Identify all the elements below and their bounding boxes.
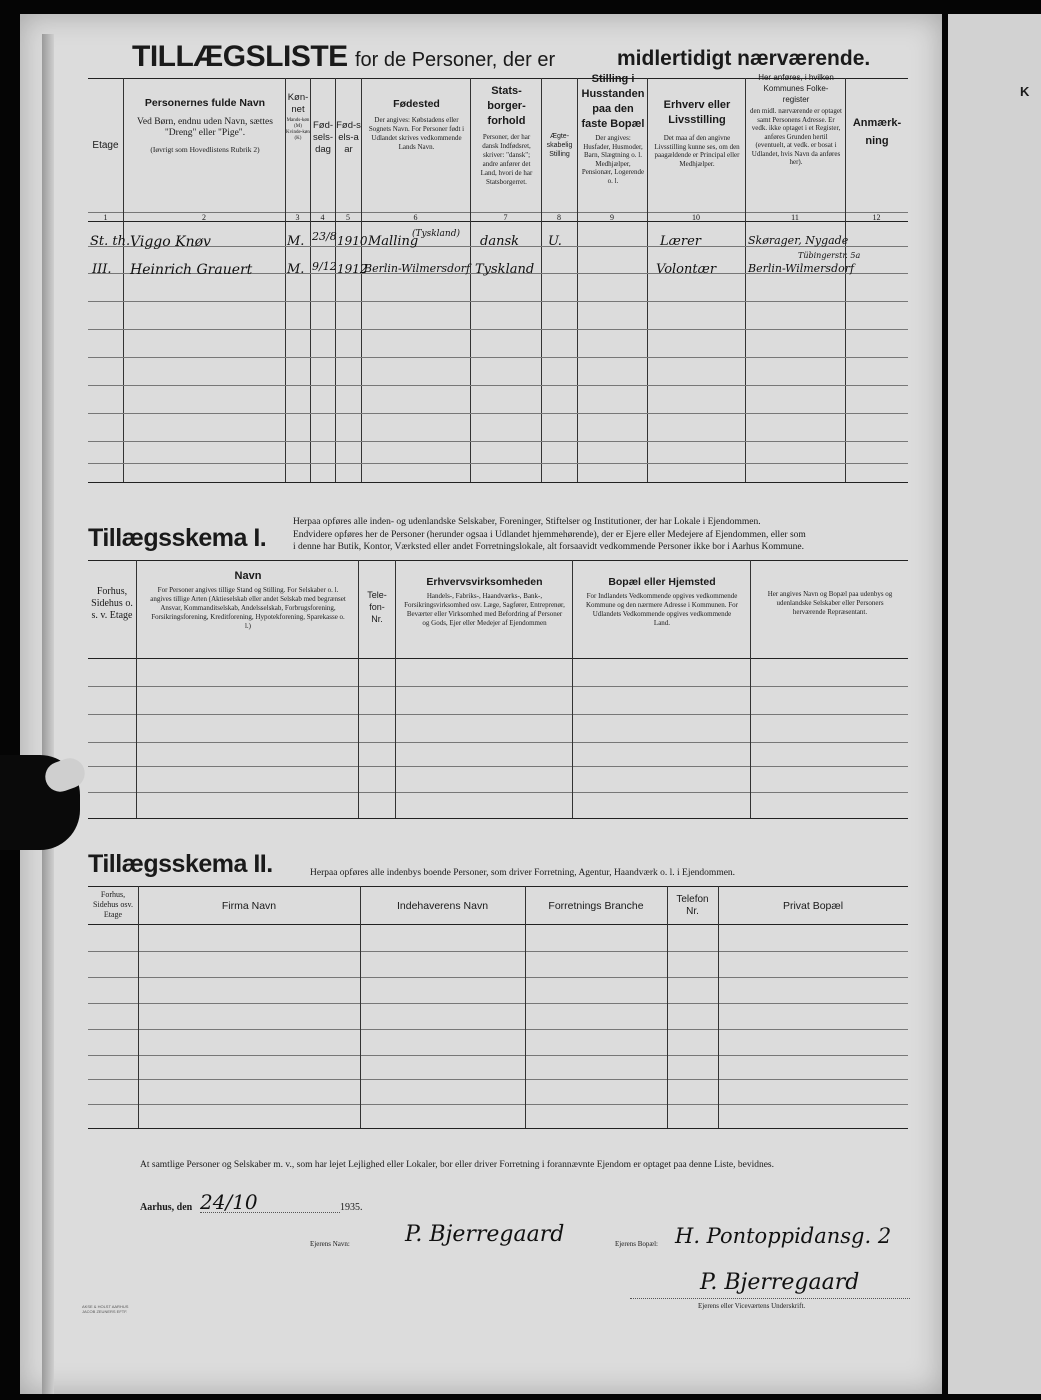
t1-row-rule [88,357,908,358]
skema2-top-rule [88,886,908,887]
t1-col7-desc: Personer, der har dansk Indfødsret, skriver: "dansk"; andre anfører det Land, hvori de har Statsborgerret. [480,133,533,186]
t1-col4-title: Fød-sels-dag [312,120,334,155]
t1-col7-title: Stats-borger-forhold [487,85,526,127]
t1-vline [745,78,746,482]
footer-year: 1935. [340,1202,363,1213]
s2-row-rule [88,1055,908,1056]
s2-vline [718,886,719,1128]
s1-col-etage: Forhus, Sidehus o. s. v. Etage [91,586,133,621]
skema2-intro: Herpaa opføres alle indenbys boende Personer, som driver Forretning, Agentur, Haandværk o. l. i Ejendommen. [310,868,736,878]
s1-col-bopael-desc: For Indlandets Vedkommende opgives vedkommende Kommune og den nærmere Adresse i Kommunen. For Udlandets Vedkommende opgives vedkommende Land. [585,592,739,627]
s1-col-navn-desc: For Personer angives tillige Stand og Stilling. For Selskaber o. l. angives tillige Arten (Aktieselskab eller andet Selskab med begrænset Ansvar, Kommanditselskab, Andelsselskab, Forbrugsforening, Forsikringsforening, Kreditforening, Hypotekforening, Sparekasse o. l.) [150,586,346,630]
s1-col-repr: Her angives Navn og Bopæl paa udenbys og udenlandske Selskaber eller Personers herværende Repræsentant. [767,590,893,616]
s1-vline [750,560,751,818]
t1-colnum: 4 [320,213,325,222]
t1-col3-title: Køn-net [287,92,309,115]
s1-col-erhverv-title: Erhvervsvirksomheden [426,576,543,588]
s2-col-firma: Firma Navn [221,900,277,912]
owner-address: H. Pontoppidansg. 2 [675,1224,892,1248]
t1-col2-note: (Iøvrigt som Hovedlistens Rubrik 2) [150,145,260,154]
row1-place-note: (Tyskland) [412,229,460,239]
s1-vline [136,560,137,818]
t1-col10-desc: Det maa af den angivne Livsstilling kunne ses, om den paagældende er Principal eller Medhjælper. [654,134,740,168]
s1-row-rule [88,742,908,743]
s2-vline [360,886,361,1128]
title-end: midlertidigt nærværende. [617,47,871,70]
t1-col6-title: Fødested [393,98,440,110]
t1-col6-header [363,98,470,152]
t1-col9-header [579,72,647,185]
t1-vline [470,78,471,482]
skema1-header-rule [88,658,908,659]
t1-col9-desc: Der angives: Husfader, Husmoder, Barn, Slægtning o. l. Medhjælper, Pensionær, Logerende o. l. [581,134,645,185]
s2-vline [525,886,526,1128]
t1-col11-header [747,72,845,167]
t1-col3-header [286,92,310,142]
s2-col-branche: Forretnings Branche [548,900,644,912]
t1-col12-title: Anmærk-ning [852,117,902,147]
skema1-intro-line: Endvidere opføres her de Personer (herunder ogsaa i Udlandet hjemmehørende), der er Ejere eller Medejere af Ejendommen, eller som [293,529,806,540]
t1-colnum: 2 [202,213,206,222]
t1-vline [647,78,648,482]
t1-col8-title: Ægte-skabelig Stilling [546,133,573,158]
t1-colnum: 11 [791,213,799,222]
footer-date: 24/10 [200,1190,258,1214]
t1-row-rule [88,301,908,302]
row1-year: 1910 [337,234,368,248]
s2-row-rule [88,1079,908,1080]
s1-col-navn [138,570,358,631]
s1-row-rule [88,714,908,715]
row2-register-note: Tübingerstr. 5a [798,251,861,260]
title-main: TILLÆGSLISTE [132,40,348,73]
book-binding [42,34,54,1394]
skema1-title: Tillægsskema I. [88,524,267,552]
row2-place: Berlin-Wilmersdorf [364,262,471,275]
signature-label: Ejerens eller Viceværtens Underskrift. [698,1302,806,1310]
row2-sex: M. [287,262,305,277]
t1-row-rule [88,385,908,386]
s1-vline [395,560,396,818]
row2-register: Berlin-Wilmersdorf [748,262,855,275]
t1-col1-title: Etage [92,140,119,151]
skema1-intro-line: i denne har Butik, Kontor, Værksted eller andet Forretningslokale, alt forsaavidt vedkommende Personer ikke bor i Aarhus Kommune. [293,542,805,552]
s2-col-etage: Forhus, Sidehus osv. Etage [93,890,133,919]
s1-col-navn-title: Navn [234,570,262,582]
t1-col2-header [125,89,285,154]
s1-row-rule [88,792,908,793]
s2-row-rule [88,1029,908,1030]
s2-col-indehaver: Indehaverens Navn [396,900,489,912]
row1-name: Viggo Knøv [130,234,211,250]
date-line [200,1212,340,1213]
row2-etage: III. [92,262,112,277]
s2-row-rule [88,1003,908,1004]
t1-vline [361,78,362,482]
t1-row-rule [88,329,908,330]
footer-declaration: At samtlige Personer og Selskaber m. v., som har lejet Lejlighed eller Lokaler, bor eller driver Forretning i forannævnte Ejendom er optaget paa denne Liste, bevidnes. [140,1160,774,1170]
skema1-intro-line: Herpaa opføres alle inden- og udenlandske Selskaber, Foreninger, Stiftelser og Institutioner, der har Lokale i Ejendommen. [293,517,761,527]
title-middle: for de Personer, der er [355,49,556,71]
row1-marital: U. [548,234,562,249]
footer-place-label: Aarhus, den [140,1202,193,1213]
skema2-title: Tillægsskema II. [88,850,273,878]
t1-col2-title: Personernes fulde Navn [144,97,266,109]
form-page [20,14,942,1394]
owner-address-label: Ejerens Bopæl: [615,1240,658,1248]
row2-citizen: Tyskland [475,262,535,277]
row2-year: 1912 [337,262,368,276]
t1-colnum: 12 [872,213,881,222]
skema2-header-rule [88,924,908,925]
row2-name: Heinrich Grauert [130,262,253,278]
s2-row-rule [88,951,908,952]
row1-place: Malling [368,234,419,249]
s1-row-rule [88,766,908,767]
owner-name: P. Bjerregaard [405,1222,565,1247]
facing-page-letter: K [1020,84,1030,99]
t1-col7-header [472,84,541,187]
t1-row-rule [88,413,908,414]
t1-colnum: 5 [346,213,350,222]
s1-vline [572,560,573,818]
t1-row-rule [88,463,908,464]
t1-col11-title: Her anføres, i hvilken Kommunes Folke-register [758,73,834,104]
printer-mark: AKSE & HOLST AARHUS JACOB ZEUNERS EFTF. [82,1304,129,1314]
skema1-bottom-rule [88,818,908,819]
t1-col2-desc: Ved Børn, endnu uden Navn, sættes "Dreng" eller "Pige". [137,117,273,138]
owner-name-label: Ejerens Navn: [310,1240,350,1248]
s1-row-rule [88,686,908,687]
t1-col10-title: Erhverv eller Livsstilling [663,99,731,126]
signature-line [630,1298,910,1299]
t1-colnum: 8 [557,213,561,222]
s1-col-erhverv-desc: Handels-, Fabriks-, Haandværks-, Bank-, Forsikringsvirksomhed osv. Læge, Sagfører, Entreprenør, Beværter eller Virksomhed med Befordring af Personer og Gods, Ejer eller Medejer af Ejendommen [404,592,565,627]
t1-col5-title: Fød-sels-aar [336,120,361,155]
t1-col6-desc: Der angives: Købstadens eller Sognets Navn. For Personer født i Udlandet skrives vedkommende Lands Navn. [368,116,465,151]
row1-occupation: Lærer [660,234,701,249]
row1-register: Skørager, Nygade [748,234,849,247]
s1-col-bopael [574,576,750,628]
row1-etage: St. th. [90,234,131,249]
row1-sex: M. [287,234,305,249]
t1-col9-title: Stilling i Husstanden paa den faste Bopæl [581,73,645,130]
t1-vline [577,78,578,482]
s2-vline [667,886,668,1128]
row1-citizen: dansk [480,234,519,249]
skema1-intro [293,516,913,554]
s1-col-erhverv [397,576,572,628]
s2-vline [138,886,139,1128]
s1-col-tlf: Tele-fon-Nr. [367,590,387,624]
row2-occupation: Volontær [656,262,717,277]
row1-day: 23/8 [312,230,337,243]
t1-colnum: 10 [692,213,700,222]
t1-colnum: 3 [295,213,300,222]
t1-vline [123,78,124,482]
t1-col3-desc: Mands-køn (M) Kvinde-køn (K) [286,118,310,141]
t1-col11-desc: den midl. nærværende er optaget samt Personens Adresse. Er vedk. ikke optaget i et Register, anføres Grunden hertil (eventuelt, at vedk. er bosat i Udlandet, hvis Navn da anføres her). [750,107,842,166]
table1-bottom-rule [88,482,908,483]
s2-col-bopael: Privat Bopæl [782,900,844,912]
skema1-top-rule [88,560,908,561]
skema2-bottom-rule [88,1128,908,1129]
s1-col-bopael-title: Bopæl eller Hjemsted [608,576,716,588]
facing-page [948,14,1041,1394]
t1-colnum: 9 [610,213,614,222]
t1-row-rule [88,441,908,442]
t1-colnum: 6 [413,213,418,222]
t1-colnum: 7 [503,213,508,222]
t1-col10-header [649,98,745,168]
s2-col-tlf: Telefon Nr. [676,894,709,917]
s2-row-rule [88,977,908,978]
signature: P. Bjerregaard [700,1270,860,1295]
s2-row-rule [88,1104,908,1105]
row2-day: 9/12 [312,260,337,273]
t1-colnum: 1 [103,213,108,222]
